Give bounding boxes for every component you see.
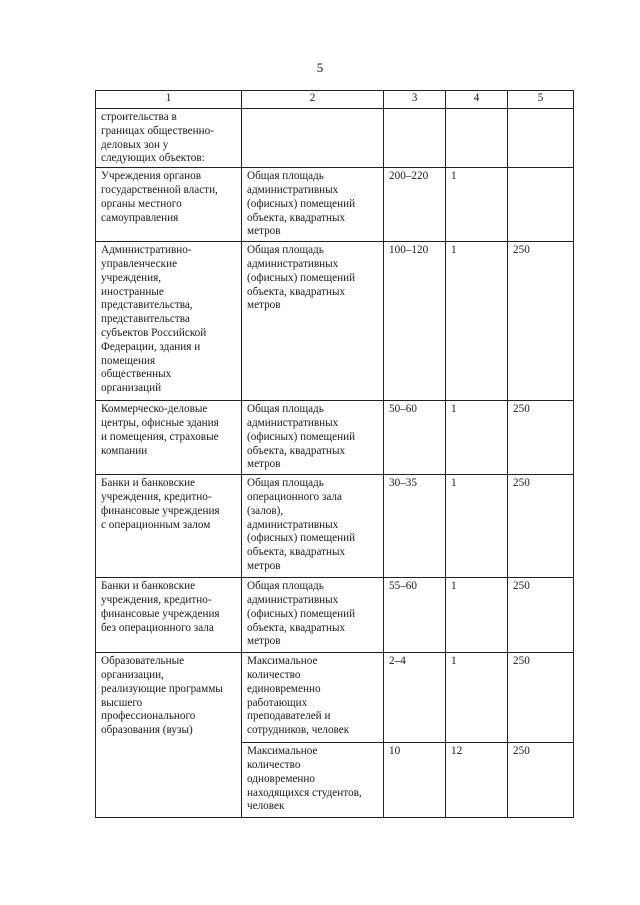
table-row <box>96 578 574 653</box>
value-cell <box>446 475 508 578</box>
table-row <box>96 168 574 242</box>
object-type-cell <box>96 242 242 401</box>
cell-text: 1 <box>451 244 457 257</box>
cell-text: 1 <box>451 170 457 183</box>
value-cell <box>446 109 508 168</box>
cell-text: 1 <box>451 580 457 593</box>
measure-cell <box>242 743 384 818</box>
value-cell <box>384 401 446 475</box>
cell-text: 30–35 <box>389 477 417 490</box>
value-cell <box>508 743 574 818</box>
object-type-cell <box>96 475 242 578</box>
cell-text: Общая площадь административных (офисных) помещений объекта, квадратных метров <box>247 580 356 648</box>
column-number-2: 2 <box>242 91 384 109</box>
cell-text: 1 <box>451 655 457 668</box>
cell-text: 200–220 <box>389 170 429 183</box>
cell-text: Общая площадь операционного зала (залов), административных (офисных) помещений объекта, квадратных метров <box>247 477 356 572</box>
cell-text: 2–4 <box>389 655 406 668</box>
measure-cell <box>242 109 384 168</box>
value-cell <box>384 475 446 578</box>
cell-text: 250 <box>513 580 530 593</box>
column-number-5: 5 <box>508 91 574 109</box>
cell-text: 250 <box>513 745 530 758</box>
value-cell <box>446 653 508 743</box>
measure-cell <box>242 168 384 242</box>
cell-text: Административно- управленческие учреждения, иностранные представительства, представительства субъектов Российской Федерации, здания и помещения общественных организаций <box>101 244 207 395</box>
cell-text: Максимальное количество единовременно работающих преподавателей и сотрудников, человек <box>247 655 350 737</box>
cell-text: Общая площадь административных (офисных) помещений объекта, квадратных метров <box>247 170 356 238</box>
column-number-4: 4 <box>446 91 508 109</box>
cell-text: Общая площадь административных (офисных) помещений объекта, квадратных метров <box>247 403 356 471</box>
value-cell <box>446 578 508 653</box>
table-row <box>96 109 574 168</box>
cell-text: 1 <box>451 477 457 490</box>
measure-cell <box>242 578 384 653</box>
cell-text: Образовательные организации, реализующие программы высшего профессионального образования (вузы) <box>101 655 223 737</box>
cell-text: 10 <box>389 745 401 758</box>
value-cell <box>384 653 446 743</box>
value-cell <box>384 743 446 818</box>
cell-text: 55–60 <box>389 580 417 593</box>
measure-cell <box>242 401 384 475</box>
value-cell <box>384 578 446 653</box>
cell-text: 50–60 <box>389 403 417 416</box>
cell-text: 250 <box>513 655 530 668</box>
cell-text: Банки и банковские учреждения, кредитно- финансовые учреждения без операционного зала <box>101 580 220 634</box>
column-number-3: 3 <box>384 91 446 109</box>
value-cell <box>384 168 446 242</box>
object-type-cell <box>96 653 242 818</box>
cell-text: Максимальное количество одновременно находящихся студентов, человек <box>247 745 362 813</box>
value-cell <box>384 242 446 401</box>
cell-text: 250 <box>513 403 530 416</box>
table-row <box>96 653 574 743</box>
page-number: 5 <box>316 60 324 75</box>
object-type-cell <box>96 578 242 653</box>
value-cell <box>508 242 574 401</box>
object-type-cell <box>96 401 242 475</box>
table-row <box>96 401 574 475</box>
cell-text: строительства в границах общественно- деловых зон у следующих объектов: <box>101 111 214 165</box>
value-cell <box>508 168 574 242</box>
table-row <box>96 242 574 401</box>
object-type-cell <box>96 109 242 168</box>
table-row <box>96 475 574 578</box>
value-cell <box>446 242 508 401</box>
parking-norms-table <box>95 90 574 818</box>
cell-text: Учреждения органов государственной власти, органы местного самоуправления <box>101 170 218 224</box>
value-cell <box>446 168 508 242</box>
measure-cell <box>242 653 384 743</box>
value-cell <box>508 653 574 743</box>
cell-text: 100–120 <box>389 244 429 257</box>
cell-text: 12 <box>451 745 463 758</box>
value-cell <box>508 109 574 168</box>
value-cell <box>384 109 446 168</box>
cell-text: 250 <box>513 244 530 257</box>
value-cell <box>508 578 574 653</box>
measure-cell <box>242 475 384 578</box>
value-cell <box>446 401 508 475</box>
table-header-row <box>96 91 574 109</box>
object-type-cell <box>96 168 242 242</box>
cell-text: Общая площадь административных (офисных) помещений объекта, квадратных метров <box>247 244 356 312</box>
value-cell <box>508 475 574 578</box>
column-number-1: 1 <box>96 91 242 109</box>
cell-text: Банки и банковские учреждения, кредитно- финансовые учреждения с операционным залом <box>101 477 220 531</box>
value-cell <box>508 401 574 475</box>
cell-text: Коммерческо-деловые центры, офисные здания и помещения, страховые компании <box>101 403 219 457</box>
cell-text: 1 <box>451 403 457 416</box>
measure-cell <box>242 242 384 401</box>
value-cell <box>446 743 508 818</box>
cell-text: 250 <box>513 477 530 490</box>
